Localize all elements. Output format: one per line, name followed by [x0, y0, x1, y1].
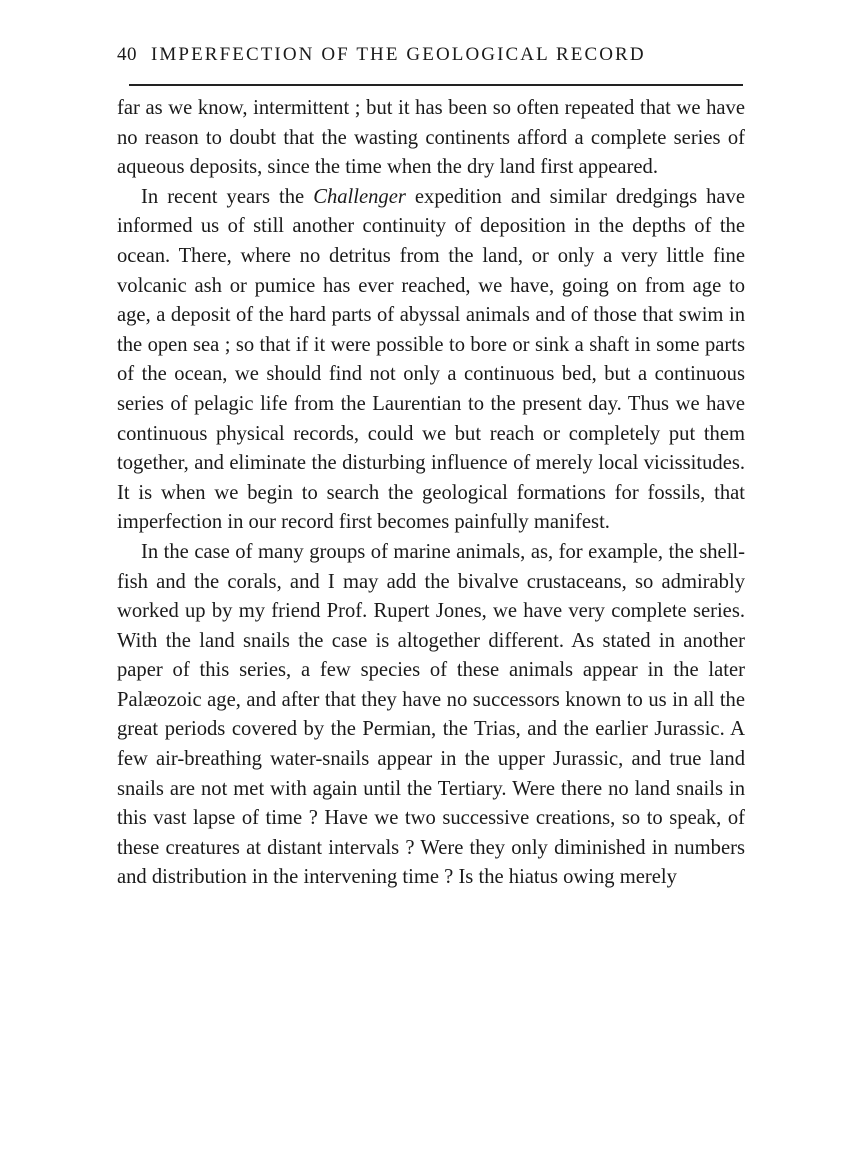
paragraph-text: In recent years the: [141, 185, 314, 208]
running-header: [117, 40, 745, 70]
header-rule: [129, 84, 743, 86]
page-number: 40: [117, 44, 137, 65]
italic-ship-name: Challenger: [313, 185, 406, 208]
paragraph-text: expedition and similar dredgings have informed us of still another continuity of deposition in the depths of the ocean. There, where no detritus from the land, or only a very little fine volcanic ash or pumice has ever reached, we have, going on from age to age, a deposit of the hard parts of abyssal animals and of those that swim in the open sea ; so that if it were possible to bore or sink a shaft in some parts of the ocean, we should find not only a continuous bed, but a continuous series of pelagic life from the Laurentian to the present day. Thus we have continuous physical records, could we but reach or completely put them together, and eliminate the disturbing influence of merely local vicissitudes. It is when we begin to search the geological formations for fossils, that imperfection in our record first becomes painfully manifest.: [117, 185, 745, 534]
book-page: [117, 40, 745, 893]
running-title: IMPERFECTION OF THE GEOLOGICAL RECORD: [151, 44, 646, 65]
paragraph-challenger: [117, 183, 745, 538]
paragraph-land-snails: In the case of many groups of marine animals, as, for example, the shell-fish and the corals, and I may add the bivalve crustaceans, so admirably worked up by my friend Prof. Rupert Jones, we have very complete series. With the land snails the case is altogether different. As stated in another paper of this series, a few species of these animals appear in the later Palæozoic age, and after that they have no successors known to us in all the great periods covered by the Permian, the Trias, and the earlier Jurassic. A few air-breathing water-snails appear in the upper Jurassic, and true land snails are not met with again until the Tertiary. Were there no land snails in this vast lapse of time ? Have we two successive creations, so to speak, of these creatures at distant intervals ? Were they only diminished in numbers and distribution in the intervening time ? Is the hiatus owing merely: [117, 540, 745, 889]
body-text: [117, 94, 745, 893]
paragraph-continuation: far as we know, intermittent ; but it has been so often repeated that we have no reason to doubt that the wasting continents afford a complete series of aqueous deposits, since the time when the dry land first appeared.: [117, 97, 745, 179]
